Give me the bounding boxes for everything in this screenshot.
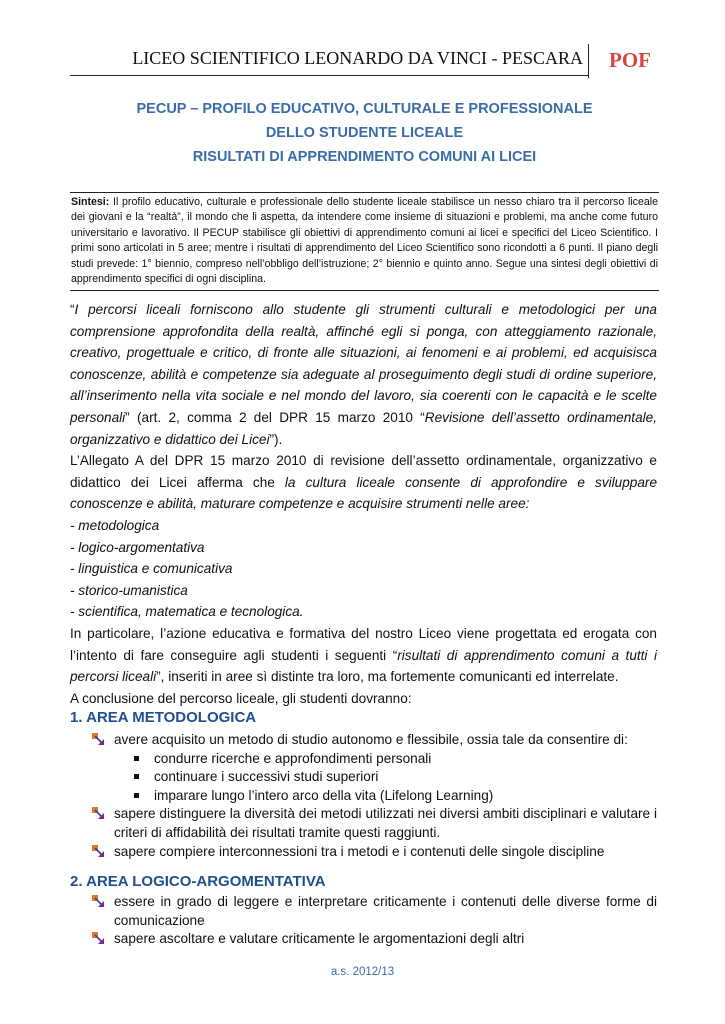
- sub-list-text: imparare lungo l’intero arco della vita (Lifelong Learning): [154, 787, 494, 803]
- particolare-text: In particolare, l’azione educativa e formativa del nostro Liceo viene progettata ed erogata con l’intento di fare conseguire agli studenti i seguenti “: [70, 625, 657, 663]
- sub-list-item: [92, 787, 657, 806]
- arrow-bullet-icon: [92, 807, 106, 821]
- page-footer: a.s. 2012/13: [330, 966, 395, 978]
- sintesi-text: Il profilo educativo, culturale e professionale dello studente liceale stabilisce un nesso chiaro tra il percorso liceale dei giovani e la “realtà”, il mondo che li aspetta, da intendere come insieme di situazioni e problemi, ma anche come futuro universitario e lavorativo. Il PECUP stabilisce gli obiettivi di apprendimento comuni ai licei e specifici del Liceo Scientifico. I primi sono articolati in 5 aree; mentre i risultati di apprendimento del Liceo Scientifico sono ricondotti a 6 punti. Il piano degli studi prevede: 1° biennio, compreso nell’obbligo dell’istruzione; 2° biennio e quinto anno. Segue una sintesi degli obiettivi di apprendimento specifici di ogni disciplina.: [71, 196, 658, 286]
- area-name: - logico-argomentativa: [70, 539, 205, 555]
- quote-open: “: [70, 302, 75, 317]
- list-item-text: sapere compiere interconnessioni tra i metodi e i contenuti delle singole discipline: [114, 843, 605, 859]
- pof-label: POF: [609, 48, 651, 72]
- conclusione-paragraph: A conclusione del percorso liceale, gli studenti dovranno:: [70, 690, 412, 706]
- square-bullet-icon: [134, 793, 139, 798]
- particolare-paragraph: [70, 623, 657, 688]
- arrow-bullet-icon: [92, 932, 106, 946]
- sub-list-text: condurre ricerche e approfondimenti personali: [154, 750, 432, 766]
- document-titles: [70, 97, 659, 169]
- list-item-text: avere acquisito un metodo di studio autonomo e flessibile, ossia tale da consentire di:: [114, 732, 628, 747]
- list-item-text: sapere distinguere la diversità dei metodi utilizzati nei diversi ambiti disciplinari e valutare i criteri di affidabilità dei risultati tramite questi raggiunti.: [114, 806, 657, 840]
- area-name: - storico-umanistica: [70, 582, 188, 598]
- area-name: - scientifica, matematica e tecnologica.: [70, 604, 304, 620]
- page-header: [70, 44, 659, 80]
- particolare-end: ”, inseriti in aree sì distinte tra loro, ma fortemente comunicanti ed interrelate.: [156, 669, 619, 685]
- quote-ref-close: ”).: [269, 431, 283, 447]
- quote-ref-title: Revisione dell’assetto ordinamentale, organizzativo e didattico dei Licei: [70, 409, 657, 447]
- list-item: [92, 930, 657, 949]
- allegato-paragraph: [70, 450, 657, 515]
- arrow-bullet-icon: [92, 895, 106, 909]
- area1-list: [92, 731, 657, 861]
- header-divider: [70, 75, 589, 76]
- area-name: - metodologica: [70, 517, 160, 533]
- sub-list-text: continuare i successivi studi superiori: [154, 769, 379, 785]
- body-text: [70, 299, 657, 709]
- allegato-text: L’Allegato A del DPR 15 marzo 2010 di revisione dell’assetto ordinamentale, organizzativo e didattico dei Licei afferma che: [70, 453, 657, 490]
- area2-title: 2. AREA LOGICO-ARGOMENTATIVA: [70, 873, 326, 890]
- list-item: [92, 893, 657, 930]
- title-line-1: PECUP – PROFILO EDUCATIVO, CULTURALE E PROFESSIONALE: [136, 101, 593, 117]
- sintesi-box: [70, 192, 659, 291]
- particolare-italic: risultati di apprendimento comuni a tutti i percorsi liceali: [70, 647, 657, 685]
- aree-item: [70, 580, 657, 602]
- square-bullet-icon: [134, 774, 139, 779]
- quote-text: I percorsi liceali forniscono allo studente gli strumenti culturali e metodologici per una comprensione approfondita della realtà, affinché egli si ponga, con atteggiamento razionale, creativo, progettuale e critico, di fronte alle situazioni, ai fenomeni e ai problemi, ed acquisisca conoscenze, abilità e competenze sia adeguate al proseguimento degli studi di ordine superiore, all’inserimento nella vita sociale e nel mondo del lavoro, sia coerenti con le capacità e le scelte personali: [70, 302, 657, 425]
- title-line-2: DELLO STUDENTE LICEALE: [265, 125, 464, 141]
- arrow-bullet-icon: [92, 733, 106, 747]
- list-item: [92, 731, 657, 750]
- area1-title: 1. AREA METODOLOGICA: [70, 709, 257, 726]
- sub-list-item: [92, 750, 657, 769]
- aree-item: [70, 558, 657, 580]
- square-bullet-icon: [134, 756, 139, 761]
- area-name: - linguistica e comunicativa: [70, 561, 233, 577]
- aree-item: [70, 515, 657, 537]
- sintesi-label: Sintesi:: [71, 196, 110, 208]
- area2-list: [92, 893, 657, 949]
- header-vertical-divider: [588, 44, 589, 78]
- school-name: LICEO SCIENTIFICO LEONARDO DA VINCI - PESCARA: [132, 48, 583, 68]
- aree-item: [70, 601, 657, 623]
- quote-paragraph: [70, 299, 657, 450]
- list-item-text: sapere ascoltare e valutare criticamente le argomentazioni degli altri: [114, 931, 525, 947]
- quote-ref: ” (art. 2, comma 2 del DPR 15 marzo 2010 “: [125, 409, 425, 425]
- title-line-3: RISULTATI DI APPRENDIMENTO COMUNI AI LICEI: [192, 149, 537, 165]
- list-item: [92, 805, 657, 842]
- list-item-text: essere in grado di leggere e interpretare criticamente i contenuti delle diverse forme di comunicazione: [114, 894, 657, 928]
- allegato-italic: la cultura liceale consente di approfondire e sviluppare conoscenze e abilità, maturare competenze e acquisire strumenti nelle aree:: [70, 474, 658, 512]
- arrow-bullet-icon: [92, 845, 106, 859]
- sub-list-item: [92, 768, 657, 787]
- list-item: [92, 843, 657, 862]
- aree-item: [70, 537, 657, 559]
